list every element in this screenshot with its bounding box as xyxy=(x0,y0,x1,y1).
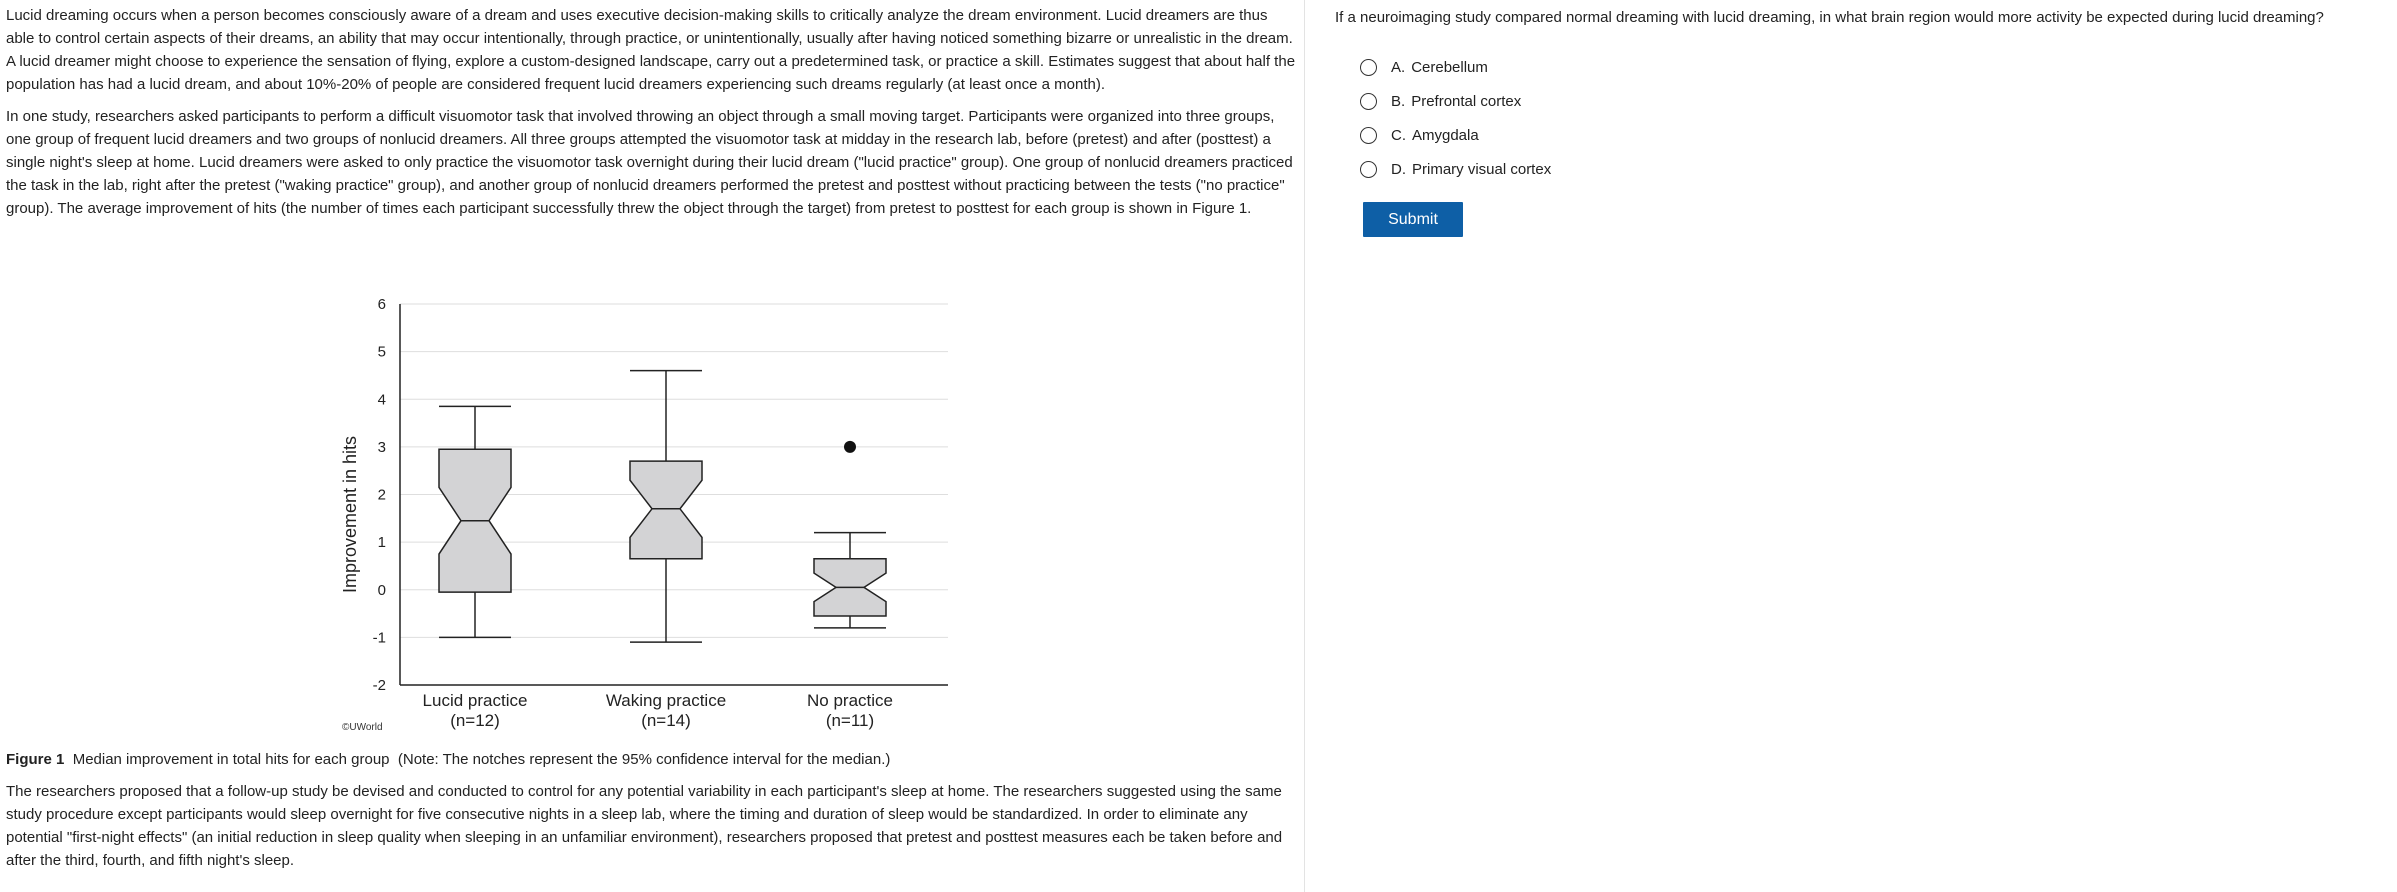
option-letter: D. xyxy=(1391,160,1406,178)
pane-divider xyxy=(1304,0,1305,892)
figure-caption-text: Median improvement in total hits for each group (Note: The notches represent the 95% confidence interval for the median.) xyxy=(64,751,891,768)
x-category-label: No practice xyxy=(807,691,893,710)
boxplot-chart xyxy=(330,290,970,740)
option-d[interactable] xyxy=(1360,152,1551,186)
passage xyxy=(6,4,1296,229)
x-category-label: Waking practice xyxy=(605,691,727,710)
question-stem: If a neuroimaging study compared normal dreaming with lucid dreaming, in what brain region would more activity be expected during lucid dreaming? xyxy=(1335,9,2324,26)
y-tick-label: 2 xyxy=(377,486,386,504)
y-tick-label: 6 xyxy=(377,296,386,313)
option-label: Primary visual cortex xyxy=(1412,160,1552,178)
watermark: ©UWorld xyxy=(342,722,383,733)
x-category-n-label: (n=12) xyxy=(450,711,500,730)
x-category-label: Lucid practice xyxy=(422,691,528,710)
y-tick-label: -2 xyxy=(372,677,386,694)
outlier-point xyxy=(844,441,856,453)
passage-paragraph-3: The researchers proposed that a follow-up study be devised and conducted to control for any potential variability in each participant's sleep at home. The researchers suggested using the same study procedure except participants would sleep overnight for five consecutive nights in a sleep lab, where the timing and duration of sleep would be standardized. In order to eliminate any potential "first-night effects" (an initial reduction in sleep quality when sleeping in an unfamiliar environment), researchers proposed that pretest and posttest measures each be taken before and after the third, fourth, and fifth night's sleep. xyxy=(6,783,1283,869)
y-axis-label: Improvement in hits xyxy=(340,435,360,594)
option-letter: B. xyxy=(1391,92,1406,110)
answer-options xyxy=(1360,50,1551,186)
passage-paragraph-1: Lucid dreaming occurs when a person becomes consciously aware of a dream and uses executive decision-making skills to critically analyze the dream environment. Lucid dreamers are thus able to control certain aspects of their dreams, an ability that may occur intentionally, through practice, or unintentionally, usually after having noticed something bizarre or unrealistic in the dream. A lucid dreamer might choose to experience the sensation of flying, explore a custom-designed landscape, carry out a predetermined task, or practice a skill. Estimates suggest that about half the population has had a lucid dream, and about 10%-20% of people are considered frequent lucid dreamers experiencing such dreams regularly (at least once a month). xyxy=(6,7,1296,93)
y-tick-label: -1 xyxy=(372,629,386,647)
notched-box xyxy=(630,461,702,559)
y-tick-label: 5 xyxy=(377,343,386,361)
y-tick-label: 3 xyxy=(377,438,386,456)
option-label: Cerebellum xyxy=(1411,58,1488,76)
option-label: Amygdala xyxy=(1412,126,1479,144)
passage-paragraph-2: In one study, researchers asked participants to perform a difficult visuomotor task that involved throwing an object through a small moving target. Participants were organized into three groups, one group of frequent lucid dreamers and two groups of nonlucid dreamers. All three groups attempted the visuomotor task at midday in the research lab, before (pretest) and after (posttest) a single night's sleep at home. Lucid dreamers were asked to only practice the visuomotor task overnight during their lucid dream ("lucid practice" group). One group of nonlucid dreamers practiced the task in the lab, right after the pretest ("waking practice" group), and another group of nonlucid dreamers performed the pretest and posttest without practicing between the tests ("no practice" group). The average improvement of hits (the number of times each participant successfully threw the object through the target) from pretest to posttest for each group is shown in Figure 1. xyxy=(6,108,1293,217)
figure-label: Figure 1 xyxy=(6,751,65,768)
x-category-n-label: (n=14) xyxy=(641,711,691,730)
option-b[interactable] xyxy=(1360,84,1551,118)
x-category-n-label: (n=11) xyxy=(825,711,875,730)
figure-caption xyxy=(6,748,1296,771)
radio-button-c[interactable] xyxy=(1360,127,1377,144)
submit-button[interactable]: Submit xyxy=(1363,202,1463,237)
y-tick-label: 1 xyxy=(377,534,386,552)
radio-button-d[interactable] xyxy=(1360,161,1377,178)
option-a[interactable] xyxy=(1360,50,1551,84)
radio-button-a[interactable] xyxy=(1360,59,1377,76)
option-c[interactable] xyxy=(1360,118,1551,152)
y-tick-label: 4 xyxy=(377,391,386,409)
option-letter: C. xyxy=(1391,126,1406,144)
option-label: Prefrontal cortex xyxy=(1411,92,1522,110)
figure-1 xyxy=(330,290,970,740)
radio-button-b[interactable] xyxy=(1360,93,1377,110)
y-tick-label: 0 xyxy=(377,581,386,599)
option-letter: A. xyxy=(1391,58,1406,76)
